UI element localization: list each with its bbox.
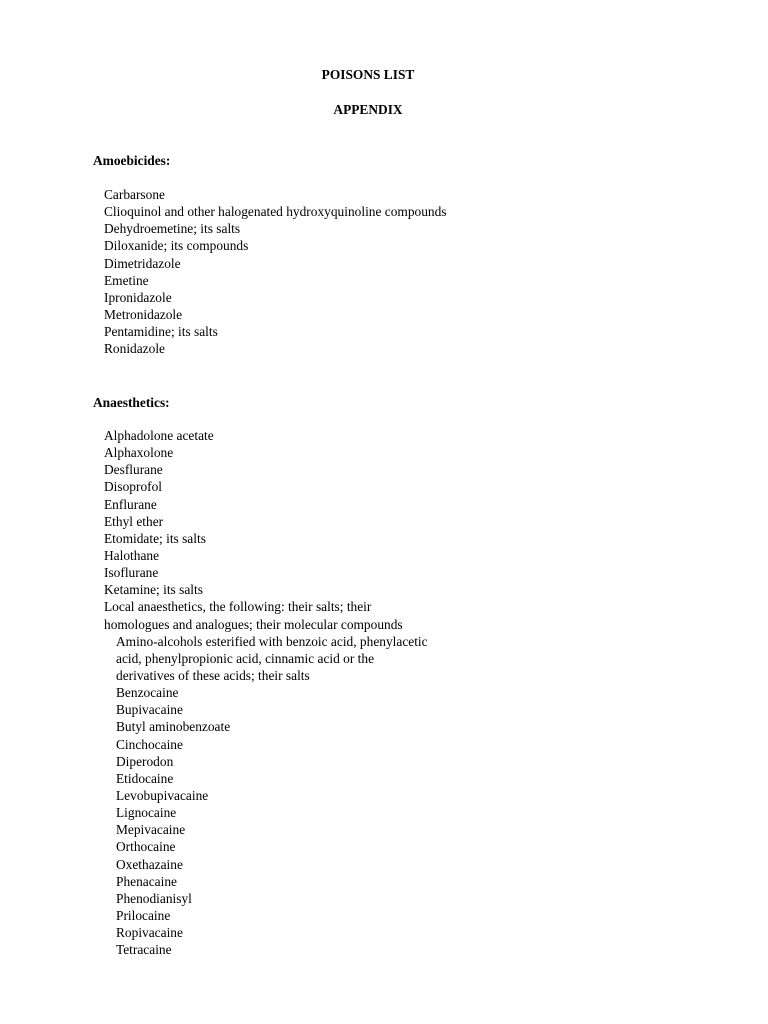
sub-list-item: Prilocaine [116,907,171,923]
document-subtitle: APPENDIX [333,102,403,117]
sub-list-item: Phenodianisyl [116,890,192,906]
sub-list-item: Benzocaine [116,685,179,701]
section-heading-anaesthetics: Anaesthetics: [93,395,170,410]
list-item: Clioquinol and other halogenated hydroxyquinoline compounds [104,204,447,220]
sub-list-item: Butyl aminobenzoate [116,719,231,735]
list-item: Enflurane [104,496,157,512]
list-item: Diloxanide; its compounds [104,238,249,254]
list-item: Alphaxolone [104,445,174,461]
list-item: Disoprofol [104,479,163,495]
sub-list-item: Bupivacaine [116,702,183,718]
list-item: Metronidazole [104,306,183,322]
sub-list-item: Orthocaine [116,839,176,855]
sub-list-item: Levobupivacaine [116,787,209,803]
sub-list-item: Tetracaine [116,942,172,958]
list-item: Isoflurane [104,565,159,581]
sub-list-item: acid, phenylpropionic acid, cinnamic acid or the [116,650,375,666]
sub-list-item: Mepivacaine [116,822,186,838]
list-item: Alphadolone acetate [104,428,214,443]
sub-list-item: Phenacaine [116,873,177,889]
amoebicides-list [104,186,447,357]
list-item: homologues and analogues; their molecular compounds [104,616,403,632]
list-item: Halothane [104,547,160,563]
list-item: Dehydroemetine; its salts [104,221,241,237]
anaesthetics-list [104,427,428,958]
sub-list-item: Diperodon [116,753,174,769]
list-item: Ipronidazole [104,289,172,305]
sub-list-item: Amino-alcohols esterified with benzoic acid, phenylacetic [116,633,428,649]
list-item: Ronidazole [104,341,165,357]
list-item: Dimetridazole [104,255,181,271]
sub-list-item: derivatives of these acids; their salts [116,667,310,683]
sub-list-item: Lignocaine [116,805,177,821]
sub-list-item: Ropivacaine [116,925,183,941]
list-item: Pentamidine; its salts [104,324,218,340]
sub-list-item: Etidocaine [116,770,174,786]
list-item: Emetine [104,272,149,288]
section-heading-amoebicides: Amoebicides: [93,153,171,168]
list-item: Ethyl ether [104,513,164,529]
list-item: Carbarsone [104,187,165,202]
list-item: Local anaesthetics, the following: their salts; their [104,599,372,615]
sub-list-item: Cinchocaine [116,736,183,752]
list-item: Etomidate; its salts [104,530,206,546]
list-item: Desflurane [104,462,163,478]
document-title: POISONS LIST [321,67,415,82]
list-item: Ketamine; its salts [104,582,203,598]
sub-list-item: Oxethazaine [116,856,183,872]
